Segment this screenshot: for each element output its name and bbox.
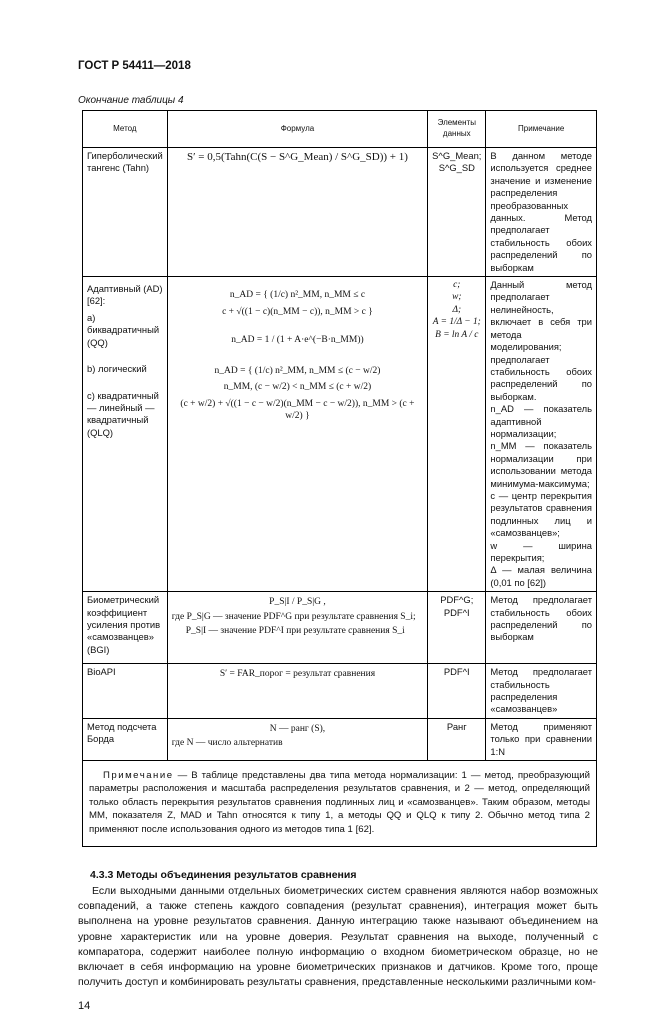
data-w: w; — [452, 292, 462, 303]
footnote-label: Примечание — [103, 770, 174, 782]
document-code: ГОСТ Р 54411—2018 — [78, 60, 191, 72]
formula-qlq-line3: (c + w/2) + √((1 − c − w/2)(n_MM − c − w/2)), n_MM > (c + w/2) } — [180, 398, 415, 422]
data-cell: Ранг — [428, 718, 486, 760]
formula-bioapi: S′ = FAR_порог = результат сравнения — [219, 669, 376, 680]
section-paragraph: Если выходными данными отдельных биометрических систем сравнения являются набор возможных совпадений, а также степень каждого совпадения (результат сравнения), интеграция может быть выполнена на уровне результатов сравнения. Данную интеграцию также называют объединением на уровне характеристик или на уровне доверия. Результат сравнения на выходе, полученный с компаратора, содержит наиболее полную информацию о входном биометрическом образце, но не включает в себя информацию на уровне биометрических признаков и датчиков. Кроме того, проще получить доступ и комбинировать результаты сравнения, представленные несколькими различными ком- — [78, 885, 598, 989]
note-adaptive-c: c — центр перекрытия результатов сравнения подлинных лиц и «самозванцев»; — [490, 489, 592, 539]
method-adaptive-logic: b) логический — [87, 363, 147, 375]
header-data: Элементы данных — [428, 111, 486, 148]
formula-borda: N — ранг (S), — [269, 723, 326, 734]
data-b: B = ln A / c — [435, 329, 479, 340]
note-cell: Метод предполагает стабильность обоих распределений по выборкам — [486, 592, 597, 664]
formula-bgi: P_S|I / P_S|G , — [269, 597, 326, 608]
method-adaptive-qlq: с) квадратичный — линейный — квадратичный (QLQ) — [87, 389, 159, 438]
data-delta: Δ; — [452, 304, 462, 315]
table-row-borda — [83, 718, 597, 760]
method-adaptive-qq: а) биквадратичный (QQ) — [87, 311, 160, 348]
note-adaptive-delta: Δ — малая величина (0,01 по [62]) — [490, 564, 592, 588]
formula-logic: n_AD = 1 / (1 + A·e^(−B·n_MM)) — [231, 335, 364, 346]
formula-qlq-line1: n_AD = { (1/c) n²_MM, n_MM ≤ (c − w/2) — [214, 365, 381, 376]
table-row-bioapi — [83, 664, 597, 719]
method-cell: BioAPI — [83, 664, 168, 719]
formula-qq-line1: n_AD = { (1/c) n²_MM, n_MM ≤ c — [229, 290, 366, 301]
note-adaptive-w: w — ширина перекрытия; — [490, 539, 592, 563]
header-formula: Формула — [167, 111, 427, 148]
note-adaptive-nmm: n_MM — показатель нормализации при использовании метода минимума-максимума; — [490, 440, 592, 489]
table-row-adaptive — [83, 277, 597, 592]
note-cell: Метод предполагает стабильность распределения «самозванцев» — [486, 664, 597, 719]
table-footnote-row — [83, 761, 597, 847]
footnote-text: — В таблице представлены два типа метода нормализации: 1 — метод, преобразующий параметры расположения и масштаба распределения результатов сравнения, и 2 — метод, определяющий только область перекрытия результатов сравнения подлинных лиц и «самозванцев». Таким образом, методы MM, показателя Z, MAD и Tahn относятся к типу 1, а методы QQ и QLQ к типу 2. Обычно метод типа 2 применяют после использования одного из методов типа 1 [62]. — [89, 770, 590, 835]
note-adaptive-main: Данный метод предполагает нелинейность, включает в себя три метода моделирования; предполагает стабильность обоих распределений по выборкам. — [490, 279, 592, 402]
table-caption: Окончание таблицы 4 — [78, 95, 184, 106]
formula-borda-where: где N — число альтернатив — [171, 738, 283, 749]
note-adaptive-nad: n_AD — показатель адаптивной нормализации; — [490, 403, 592, 439]
method-cell: Биометрический коэффициент усиления против «самозванцев» (BGI) — [83, 592, 168, 664]
data-a: A = 1/Δ − 1; — [432, 317, 481, 328]
table-row-tahn — [83, 148, 597, 277]
header-note: Примечание — [486, 111, 597, 148]
method-adaptive-title: Адаптивный (AD) [62]: — [87, 283, 163, 307]
formula-qq-line2: c + √((1 − c)(n_MM − c)), n_MM > c } — [222, 306, 373, 317]
data-cell: PDF^G; PDF^I — [428, 592, 486, 664]
formula-tahn: S′ = 0,5(Tahn(C(S − S^G_Mean) / S^G_SD)) + 1) — [186, 151, 408, 163]
table-row-bgi — [83, 592, 597, 664]
method-cell: Метод подсчета Борда — [83, 718, 168, 760]
method-cell: Гиперболический тангенс (Tahn) — [83, 148, 168, 277]
data-cell: PDF^I — [428, 664, 486, 719]
formula-qlq-line2: n_MM, (c − w/2) < n_MM ≤ (c + w/2) — [223, 382, 372, 393]
data-c: c; — [453, 280, 461, 291]
section-body — [78, 884, 598, 990]
data-cell: S^G_Mean; S^G_SD — [428, 148, 486, 277]
formula-bgi-where-i: P_S|I — значение PDF^I при результате сравнения S_i — [185, 626, 405, 637]
note-cell: Метод применяют только при сравнении 1:N — [486, 718, 597, 760]
section-title: 4.3.3 Методы объединения результатов сравнения — [90, 869, 357, 881]
table-header-row — [83, 111, 597, 148]
note-cell: В данном методе используется среднее значение и изменение распределения преобразованных данных. Метод предполагает стабильность обоих распределений по выборкам — [486, 148, 597, 277]
normalization-methods-table — [82, 110, 597, 847]
formula-bgi-where-g: где P_S|G — значение PDF^G при результате сравнения S_i; — [171, 611, 416, 622]
page-number: 14 — [78, 1000, 91, 1012]
header-method: Метод — [83, 111, 168, 148]
